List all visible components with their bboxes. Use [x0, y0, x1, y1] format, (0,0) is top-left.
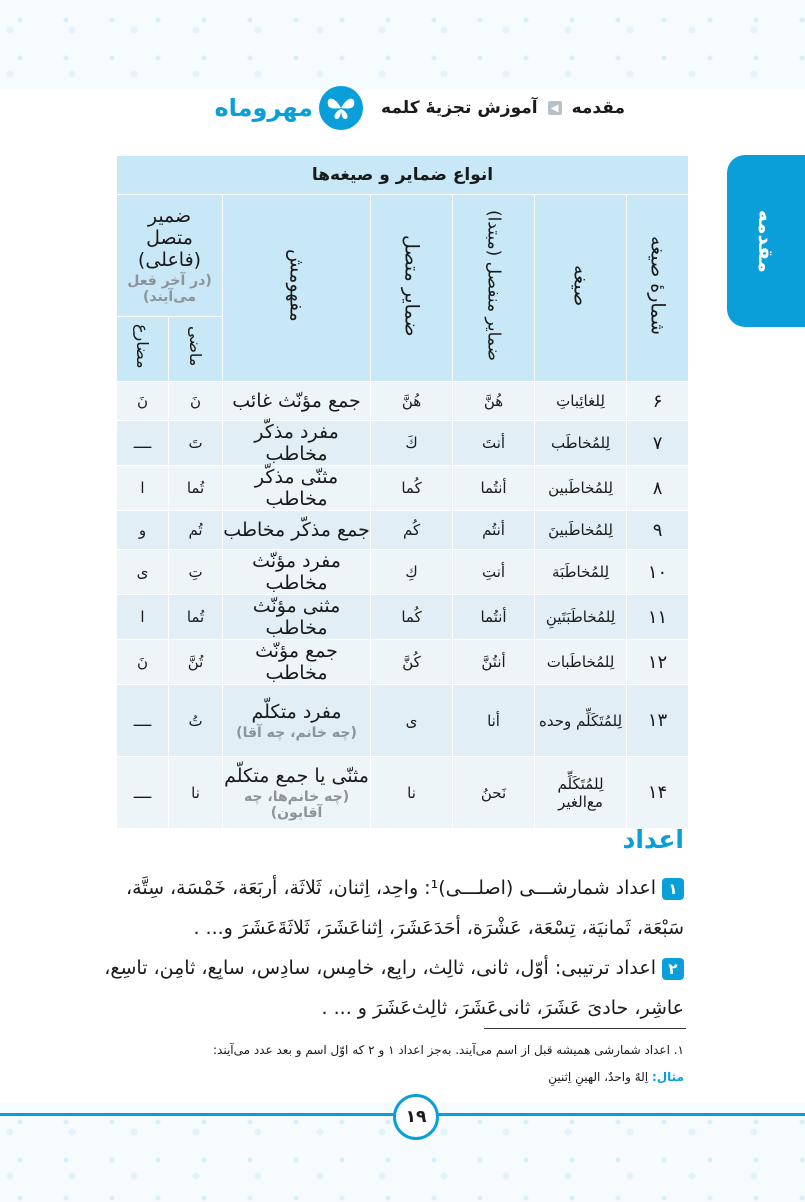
table-cell-past: تُنَّ: [169, 640, 223, 685]
breadcrumb-topic: آموزش تجزیهٔ کلمه: [381, 98, 538, 118]
header-separate: ضمایر منفصل (مبتدا): [453, 195, 535, 382]
breadcrumb-arrow-icon: ◀: [548, 101, 562, 115]
table-cell-separate: أنتِ: [453, 550, 535, 595]
table-cell-meaning: مثنّی مذکّر مخاطب: [223, 466, 371, 511]
table-cell-separate: نَحنُ: [453, 757, 535, 829]
table-title: انواع ضمایر و صیغه‌ها: [117, 156, 689, 195]
pronouns-table: [116, 155, 689, 829]
table-cell-present: ی: [117, 550, 169, 595]
table-cell-meaning: مفرد مؤنّث مخاطب: [223, 550, 371, 595]
table-cell-form: لِلمُخاطَب: [535, 421, 627, 466]
example-label: مثال:: [651, 1070, 684, 1084]
table-cell-past: نَ: [169, 382, 223, 421]
table-cell-attached: كُم: [371, 511, 453, 550]
table-cell-separate: أنتُم: [453, 511, 535, 550]
table-cell-form: لِلمُخاطَبَة: [535, 550, 627, 595]
item-badge: ۲: [662, 958, 684, 980]
table-cell-form: لِلمُخاطَبات: [535, 640, 627, 685]
table-cell-form: لِلمُتَكَلِّم وحده: [535, 685, 627, 757]
table-cell-past: تُم: [169, 511, 223, 550]
table-cell-separate: أنتُما: [453, 466, 535, 511]
table-cell-number: ۱۱: [627, 595, 689, 640]
table-cell-separate: أنا: [453, 685, 535, 757]
meaning-note: (چه خانم، چه آقا): [236, 724, 357, 741]
table-cell-attached: ی: [371, 685, 453, 757]
item-text: اعداد شمارشـــی (اصلـــی)¹: واحِد، اِثنان، ثَلاثَة، أربَعَة، خَمْسَة، سِتَّة، سَبْعَة، ثَمانیَة، تِسْعَة، عَشْرَة، أحَدَعَشَرَ، اِثناعَشَرَ، ثَلاثَةَعَشَرَ و... .: [126, 877, 684, 939]
table-cell-present: ــــ: [117, 421, 169, 466]
table-cell-past: تُ: [169, 685, 223, 757]
footnote-example: [92, 1070, 684, 1084]
table-cell-meaning: [223, 757, 371, 829]
table-cell-present: ــــ: [117, 685, 169, 757]
page-number: ۱۹: [393, 1094, 439, 1140]
table-cell-meaning: مفرد مذکّر مخاطب: [223, 421, 371, 466]
header-form: صیغه: [535, 195, 627, 382]
table-cell-separate: أنتُنَّ: [453, 640, 535, 685]
meaning-note: (چه خانم‌ها، چه آقایون): [243, 788, 350, 821]
decorative-doodle-header: [0, 0, 805, 90]
table-cell-meaning: [223, 685, 371, 757]
table-cell-present: نَ: [117, 640, 169, 685]
page-header: [110, 80, 625, 136]
butterfly-logo-icon: [319, 86, 363, 130]
table-cell-separate: هُنَّ: [453, 382, 535, 421]
table-cell-present: ا: [117, 595, 169, 640]
table-cell-past: تُما: [169, 466, 223, 511]
chapter-side-tab: [727, 155, 805, 327]
footnote-text: ۱. اعداد شمارشی همیشه قبل از اسم می‌آیند. به‌جز اعداد ۱ و ۲ که اوّل اسم و بعد عدد می‌آیند:: [213, 1043, 684, 1057]
table-cell-past: تَ: [169, 421, 223, 466]
item-badge: ۱: [662, 878, 684, 900]
table-cell-number: ۱۰: [627, 550, 689, 595]
brand-name: مهروماه: [214, 94, 314, 122]
table-cell-present: نَ: [117, 382, 169, 421]
table-cell-form: لِلمُخاطَبینَ: [535, 511, 627, 550]
chapter-side-tab-label: مقدمه: [754, 209, 778, 273]
numbers-item-1: [92, 868, 684, 948]
example-text: اِلهٌ واحدٌ، الهینِ اِثنینِ: [548, 1070, 649, 1084]
table-cell-meaning: مثنی مؤنّث مخاطب: [223, 595, 371, 640]
numbers-section-title: اعداد: [622, 825, 684, 854]
table-cell-meaning: جمع مؤنّث غائب: [223, 382, 371, 421]
table-cell-past: نا: [169, 757, 223, 829]
table-cell-attached: كِ: [371, 550, 453, 595]
table-cell-meaning: جمع مؤنّث مخاطب: [223, 640, 371, 685]
table-cell-attached: هُنَّ: [371, 382, 453, 421]
table-cell-number: ۱۲: [627, 640, 689, 685]
table-cell-form: لِلمُخاطَبَتَینِ: [535, 595, 627, 640]
numbers-item-2: [92, 948, 684, 1028]
table-cell-attached: كُما: [371, 595, 453, 640]
table-cell-past: تِ: [169, 550, 223, 595]
header-present: مضارع: [117, 316, 169, 381]
table-cell-present: و: [117, 511, 169, 550]
header-attached: ضمایر متصل: [371, 195, 453, 382]
item-text: اعداد ترتیبی: أوّل، ثانی، ثالِث، رابِع، خامِس، سادِس، سابِع، ثامِن، تاسِع، عاشِر، حادیَ عَشَرَ، ثانی‌عَشَرَ، ثالِث‌عَشَرَ و ... .: [104, 957, 684, 1019]
table-cell-attached: كُنَّ: [371, 640, 453, 685]
table-cell-number: ۸: [627, 466, 689, 511]
brand: [214, 86, 363, 130]
meaning-text: مفرد متکلّم: [251, 700, 342, 723]
table-cell-number: ۹: [627, 511, 689, 550]
header-past: ماضی: [169, 316, 223, 381]
table-cell-attached: كُما: [371, 466, 453, 511]
table-cell-form: لِلغائِباتِ: [535, 382, 627, 421]
table-cell-attached: نا: [371, 757, 453, 829]
footnote-divider: [484, 1028, 686, 1029]
meaning-text: مثنّی یا جمع متکلّم: [224, 764, 369, 787]
table-cell-number: ۱۳: [627, 685, 689, 757]
table-cell-separate: أنتَ: [453, 421, 535, 466]
table-cell-number: ۷: [627, 421, 689, 466]
table-cell-present: ا: [117, 466, 169, 511]
header-meaning: مفهومش: [223, 195, 371, 382]
header-attached-subject: ضمیر متصل (فاعلی) (در آخر فعل می‌آیند): [117, 195, 223, 317]
breadcrumb-section: مقدمه: [571, 98, 625, 118]
table-cell-number: ۶: [627, 382, 689, 421]
table-cell-past: تُما: [169, 595, 223, 640]
table-cell-present: ــــ: [117, 757, 169, 829]
table-cell-number: ۱۴: [627, 757, 689, 829]
table-cell-attached: كَ: [371, 421, 453, 466]
table-cell-form: لِلمُتَكَلِّم مع‌الغیر: [535, 757, 627, 829]
table-cell-separate: أنتُما: [453, 595, 535, 640]
table-cell-form: لِلمُخاطَبین: [535, 466, 627, 511]
table-cell-meaning: جمع مذکّر مخاطب: [223, 511, 371, 550]
header-number: شمارهٔ صیغه: [627, 195, 689, 382]
